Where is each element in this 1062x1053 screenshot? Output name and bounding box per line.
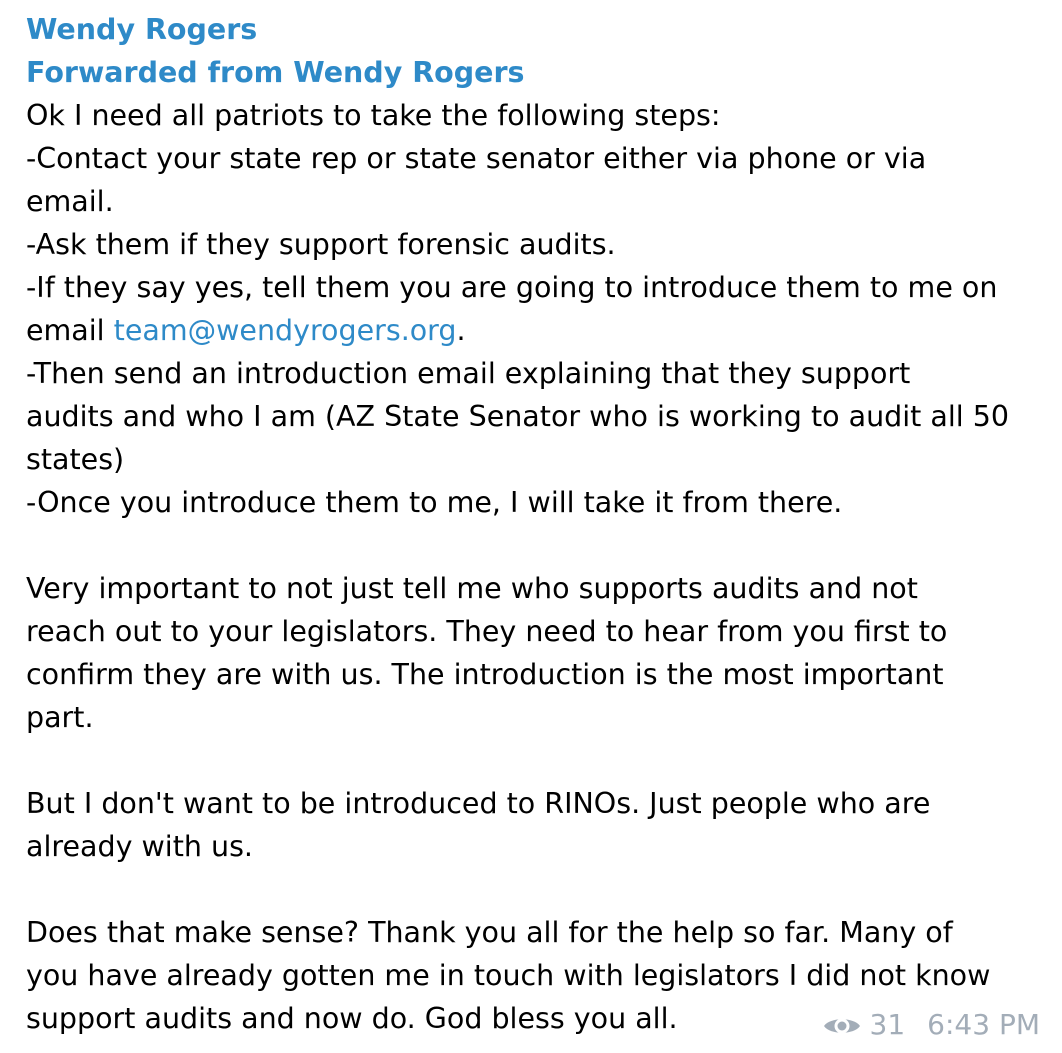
- view-count: 31: [869, 1007, 906, 1041]
- message-line: support audits and now do. God bless you all.: [26, 1002, 678, 1035]
- message-line: states): [26, 443, 125, 476]
- message-timestamp: 6:43 PM: [927, 1007, 1040, 1041]
- message-line: -Contact your state rep or state senator either via phone or via: [26, 142, 927, 175]
- message-line: -Ask them if they support forensic audits.: [26, 228, 616, 261]
- message-line: email.: [26, 185, 114, 218]
- email-prefix: email: [26, 314, 114, 347]
- message-meta: [812, 1003, 1040, 1045]
- message-line: Very important to not just tell me who supports audits and not: [26, 572, 918, 605]
- message-line: audits and who I am (AZ State Senator who is working to audit all 50: [26, 400, 1010, 433]
- email-suffix: .: [456, 314, 466, 347]
- paragraph-break: [26, 524, 1056, 567]
- message-line: -Then send an introduction email explaining that they support: [26, 357, 911, 390]
- message-line: Ok I need all patriots to take the following steps:: [26, 99, 721, 132]
- message-line: already with us.: [26, 830, 253, 863]
- message-line: part.: [26, 701, 94, 734]
- message-line: reach out to your legislators. They need to hear from you first to: [26, 615, 948, 648]
- message-line: Does that make sense? Thank you all for the help so far. Many of: [26, 916, 953, 949]
- message-line: confirm they are with us. The introduction is the most important: [26, 658, 944, 691]
- message-text: [26, 94, 1056, 1040]
- paragraph-break: [26, 739, 1056, 782]
- message-line: [26, 309, 1056, 352]
- message-line: you have already gotten me in touch with legislators I did not know: [26, 959, 991, 992]
- sender-name[interactable]: Wendy Rogers: [26, 13, 258, 46]
- paragraph-break: [26, 868, 1056, 911]
- message-line: But I don't want to be introduced to RINOs. Just people who are: [26, 787, 931, 820]
- message-line: -Once you introduce them to me, I will take it from there.: [26, 486, 843, 519]
- email-link[interactable]: team@wendyrogers.org: [113, 314, 457, 347]
- forwarded-from-label[interactable]: Forwarded from Wendy Rogers: [26, 56, 525, 89]
- message-bubble: [26, 8, 1056, 1040]
- eye-icon: [822, 1012, 862, 1036]
- message-line: -If they say yes, tell them you are going to introduce them to me on: [26, 271, 998, 304]
